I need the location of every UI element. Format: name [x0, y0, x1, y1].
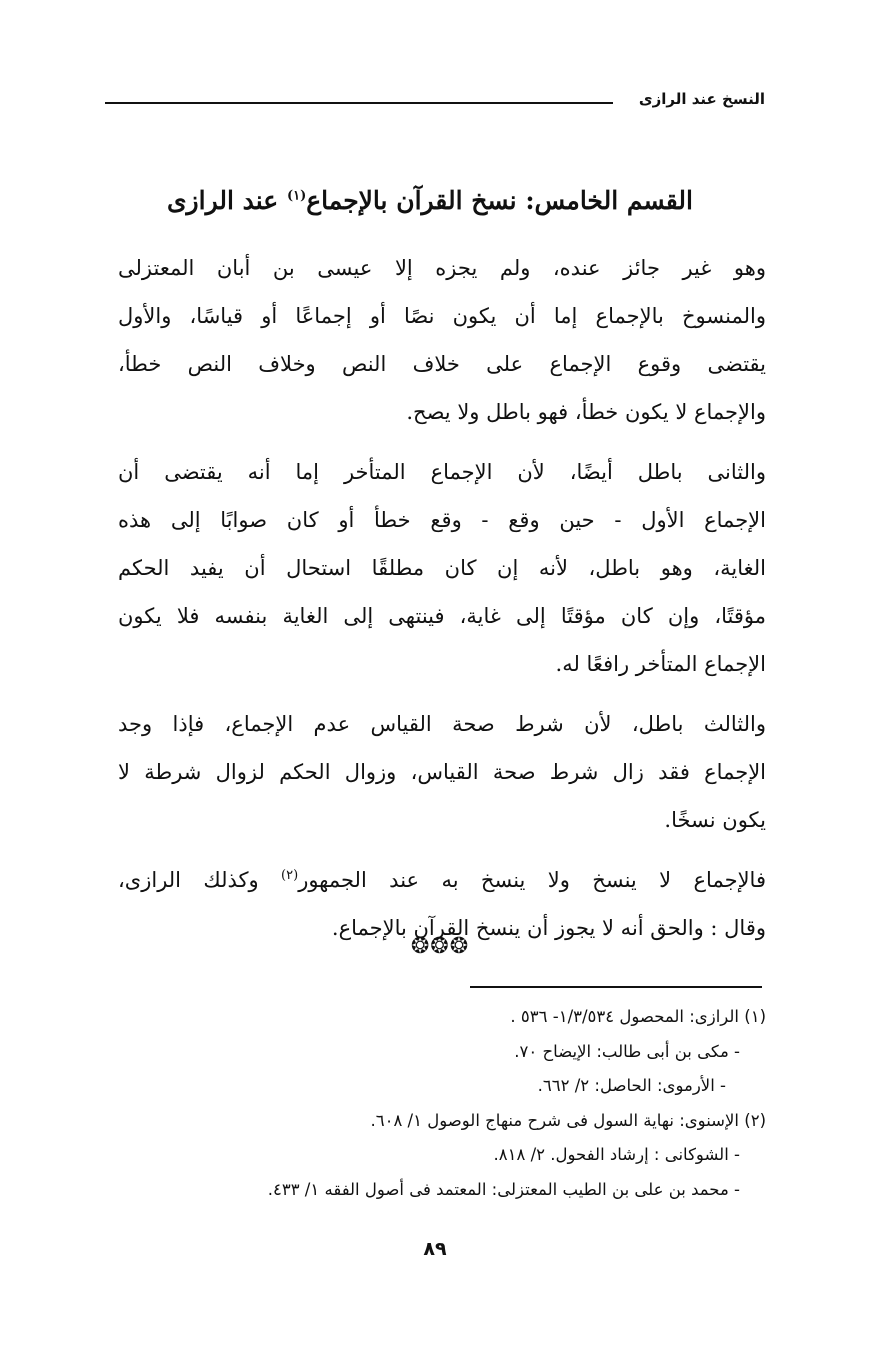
paragraph-line: الإجماع فقد زال شرط صحة القياس، وزوال الحكم لزوال شرطة لا: [118, 760, 766, 784]
paragraph-line: والثانى باطل أيضًا، لأن الإجماع المتأخر إما أنه يقتضى أن: [118, 460, 766, 484]
paragraph-line: والإجماع لا يكون خطأ، فهو باطل ولا يصح.: [406, 400, 766, 424]
footnote-line: (٢) الإسنوى: نهاية السول فى شرح منهاج الوصول ١/ ٦٠٨.: [370, 1110, 766, 1130]
footnote-ref-1[interactable]: (١): [286, 188, 307, 204]
section-title-suffix: عند الرازى: [166, 186, 279, 215]
section-end-ornament: ❂❂❂: [410, 934, 470, 959]
running-header: [105, 90, 765, 114]
paragraph-3: [118, 700, 766, 844]
footnote-line: - مكى بن أبى طالب: الإيضاح ٧٠.: [514, 1041, 740, 1061]
paragraph-line: [118, 856, 766, 904]
paragraph-line: وهو غير جائز عنده، ولم يجزه إلا عيسى بن أبان المعتزلى: [118, 256, 766, 280]
paragraph-2: [118, 448, 766, 688]
paragraph-line: الإجماع المتأخر رافعًا له.: [555, 652, 766, 676]
body-text: [118, 244, 766, 964]
footnote-line: - محمد بن على بن الطيب المعتزلى: المعتمد فى أصول الفقه ١/ ٤٣٣.: [267, 1179, 740, 1199]
paragraph-line: والثالث باطل، لأن شرط صحة القياس عدم الإجماع، فإذا وجد: [118, 712, 766, 736]
paragraph-line: الإجماع الأول - حين وقع - وقع خطأ أو كان صوابًا إلى هذه: [118, 508, 766, 532]
footnote-rule: [470, 986, 762, 988]
footnote-ref-2[interactable]: (٢): [281, 868, 299, 883]
paragraph-line: والمنسوخ بالإجماع إما أن يكون نصًا أو إجماعًا أو قياسًا، والأول: [118, 304, 766, 328]
paragraph-line: يكون نسخًا.: [664, 808, 766, 832]
paragraph-line: مؤقتًا، وإن كان مؤقتًا إلى غاية، فينتهى إلى الغاية بنفسه فلا يكون: [118, 604, 766, 628]
section-title: [150, 186, 710, 215]
footnote-line: - الشوكانى : إرشاد الفحول. ٢/ ٨١٨.: [493, 1145, 740, 1164]
paragraph-line: وقال : والحق أنه لا يجوز أن ينسخ القرآن بالإجماع.: [331, 916, 766, 940]
running-title: النسخ عند الرازى: [638, 90, 765, 108]
closing-text-a: فالإجماع لا ينسخ ولا ينسخ به عند الجمهور: [298, 868, 766, 892]
footnotes: [150, 1000, 766, 1207]
header-rule: [105, 102, 613, 104]
page-number: ٨٩: [423, 1238, 447, 1260]
paragraph-line: يقتضى وقوع الإجماع على خلاف النص وخلاف النص خطأ،: [118, 352, 766, 376]
section-title-main: القسم الخامس: نسخ القرآن بالإجماع: [306, 186, 693, 215]
footnote-line: (١) الرازى: المحصول ١/٣/٥٣٤- ٥٣٦ .: [510, 1007, 766, 1026]
footnote-line: - الأرموى: الحاصل: ٢/ ٦٦٢.: [537, 1076, 726, 1095]
paragraph-line: الغاية، وهو باطل، لأنه إن كان مطلقًا استحال أن يفيد الحكم: [118, 556, 766, 580]
paragraph-1: [118, 244, 766, 436]
closing-text-b: وكذلك الرازى،: [118, 868, 259, 892]
